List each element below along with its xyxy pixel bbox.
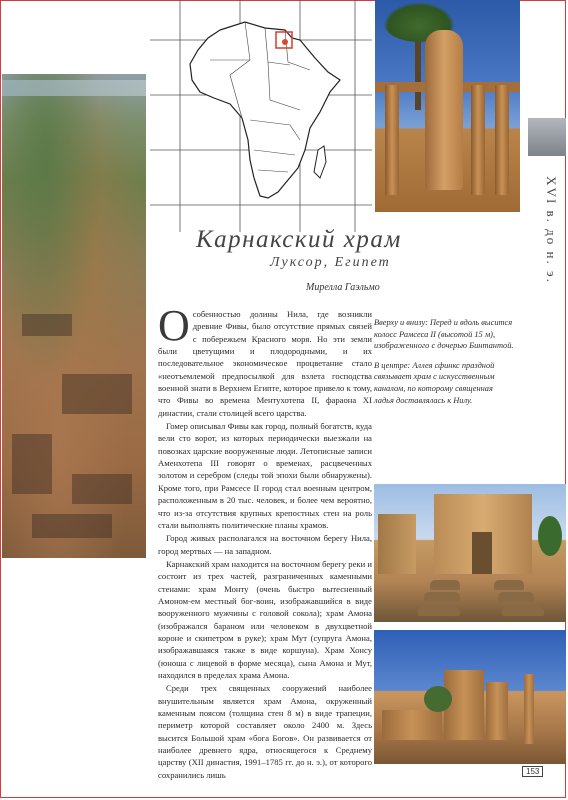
- luxor-marker: [282, 39, 288, 45]
- paragraph: Карнакский храм находится на восточном берегу реки и состоит из трех частей, разграниченных каменными стенами: храм Монту (очень быстро вытесненный Амоном-ем местный бог-воин, изображавшийся в виде вооруженного мужчины с головой сокола); храм Амона (изображался бараном или человеком в двухцветной короне и скипетром в руке); храм Мут (супруга Амона, изображавшаяся также в виде коршуна). Храм Хонсу (юноша с лицевой в форме месяца), сына Амона и Мут, находился в пределах храма Амона.: [158, 558, 372, 680]
- column: [471, 85, 485, 195]
- ruin-block: [62, 374, 132, 414]
- ruin-block: [382, 710, 442, 740]
- era-text: XVI в. до н. э.: [544, 176, 559, 284]
- paragraph: [158, 301, 372, 419]
- pylon-left: [378, 514, 416, 574]
- tree: [538, 516, 562, 556]
- article-body: [158, 301, 372, 782]
- ruin-block: [12, 434, 52, 494]
- sphinx-alley-photo: [374, 484, 566, 622]
- temple-ruins-photo: [374, 630, 566, 764]
- ruin-block: [72, 474, 132, 504]
- caption-top-bottom: Вверху и внизу: Перед и вдоль высится колосс Рамсеса II (высотой 15 м), изображенного с дочерью Бинтантой.: [374, 318, 514, 351]
- article-author: Мирелла Гаэльмо: [306, 282, 380, 293]
- paragraph: Город живых располагался на восточном берегу Нила, город мертвых — на западном.: [158, 533, 372, 556]
- column: [385, 85, 399, 195]
- africa-map-svg: [150, 0, 372, 232]
- article-title: Карнакский храм: [196, 226, 402, 253]
- paragraph-text: собенностью долины Нила, где возникли древние Фивы, было отсутствие прямых связей с побережьем Красного моря. Но эти земли были цветущими и плодородными, и их последовательное экономическое процветание стало «неотъемлемой предпосылкой для взлета господства военной знати в Верхнем Египте, которое привело к тому, что Фивы во времена Ментухотепа II, фараона XI династии, стали столицей всего царства.: [158, 309, 372, 418]
- sphinx: [418, 606, 460, 616]
- drop-cap: О: [158, 301, 190, 350]
- paragraph: Среди трех священных сооружений наиболее внушительным является храм Амона, окруженный каменным поясом (толщина стен 8 м) в виде трапеции, периметр которой составляет около 2400 м. Здесь высится Большой храм «бога Богов». Он развивается от наиболее древнего ядра, относящегося к Среднему царству (XII династия, 1991–1785 гг. до н. э.), от которого сохранились лишь: [158, 683, 372, 780]
- section-thumbnail: [528, 118, 566, 156]
- column: [495, 85, 509, 195]
- article-subtitle: Луксор, Египет: [270, 255, 391, 270]
- temple-gate: [472, 532, 492, 574]
- ruin-block: [32, 514, 112, 538]
- paragraph: Гомер описывал Фивы как город, полный богатств, куда вели сто ворот, из которых периодически выезжали на повозках царские вооруженные люди. Летописные записи Аменхотепа III говорят о временах, расцвеченных золотом и серебром (следы той эпохи были обнаружены). Кроме того, при Рамсесе II город стал военным центром, расположенным в 20 тыс. человек, и более чем вероятно, что из-за отсутствия крупных крепостных стен на роль стали выполнять политические планы храмов.: [158, 421, 372, 530]
- sphinx: [498, 592, 534, 602]
- africa-map: [150, 0, 372, 232]
- colossus-statue: [425, 30, 463, 190]
- aerial-photo-karnak: [2, 74, 146, 558]
- sphinx: [424, 592, 460, 602]
- era-label: [540, 160, 562, 300]
- caption-center: В центре: Аллея сфинкс праздной связывает храм с искусственным каналом, по которому священная ладья доставлялась к Нилу.: [374, 360, 495, 405]
- ruin-wall: [486, 682, 508, 740]
- sphinx: [430, 580, 460, 590]
- sphinx: [494, 580, 524, 590]
- page-number: 153: [522, 766, 543, 777]
- palm-tree: [424, 686, 452, 712]
- ruin-block: [22, 314, 72, 336]
- sphinx: [502, 606, 544, 616]
- ruin-column: [524, 674, 534, 744]
- photo-captions: [374, 317, 514, 414]
- ramesses-colossus-photo: [375, 0, 520, 212]
- nile-river: [2, 80, 146, 96]
